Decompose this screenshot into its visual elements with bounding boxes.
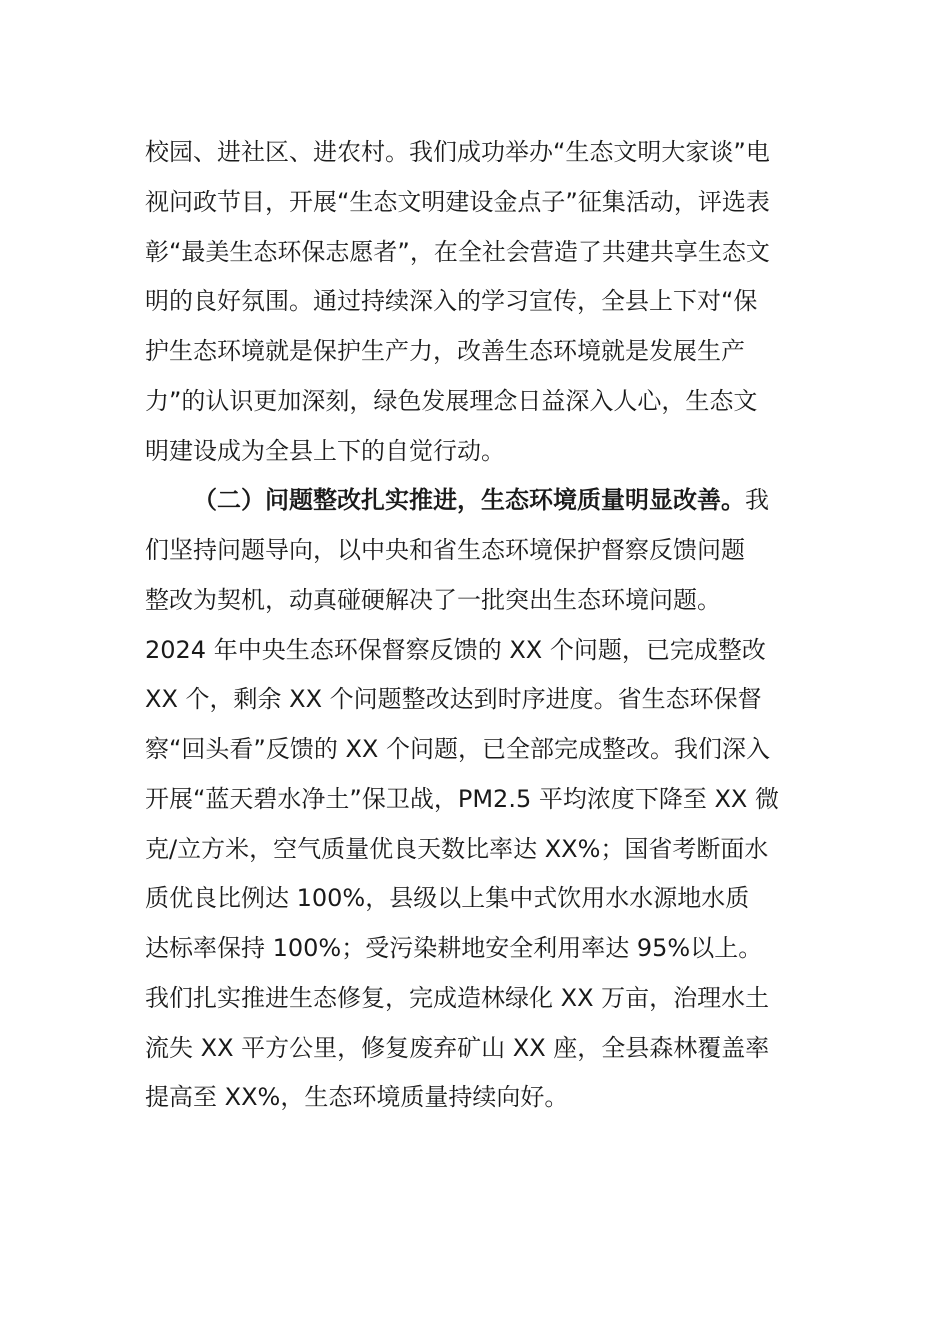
paragraph-2-line: 质优良比例达 100%，县级以上集中式饮用水水源地水质 xyxy=(145,884,750,913)
paragraph-1 xyxy=(145,128,805,476)
paragraph-2-line: 察“回头看”反馈的 XX 个问题，已全部完成整改。我们深入 xyxy=(145,735,771,763)
paragraph-2-line: 流失 XX 平方公里，修复废弃矿山 XX 座，全县森林覆盖率 xyxy=(145,1033,770,1062)
paragraph-2-first-line xyxy=(145,476,805,526)
paragraph-2-first-line-rest: 我 xyxy=(745,486,769,515)
section-heading: （二）问题整改扎实推进，生态环境质量明显改善。 xyxy=(193,486,745,515)
paragraph-1-line: 力”的认识更加深刻，绿色发展理念日益深入人心，生态文 xyxy=(145,386,758,415)
paragraph-1-line: 校园、进社区、进农村。我们成功举办“生态文明大家谈”电 xyxy=(145,138,770,166)
paragraph-2-line: 达标率保持 100%；受污染耕地安全利用率达 95%以上。 xyxy=(145,934,763,962)
paragraph-1-line: 视问政节目，开展“生态文明建设金点子”征集活动，评选表 xyxy=(145,187,770,216)
paragraph-2-line: 整改为契机，动真碰硬解决了一批突出生态环境问题。 xyxy=(145,585,721,614)
paragraph-1-line: 彰“最美生态环保志愿者”，在全社会营造了共建共享生态文 xyxy=(145,237,770,266)
paragraph-2-line: 克/立方米，空气质量优良天数比率达 XX%；国省考断面水 xyxy=(145,834,769,863)
paragraph-2-line: 我们扎实推进生态修复，完成造林绿化 XX 万亩，治理水土 xyxy=(145,983,770,1012)
document-body xyxy=(145,128,805,1123)
paragraph-2-line: 们坚持问题导向，以中央和省生态环境保护督察反馈问题 xyxy=(145,536,745,564)
paragraph-2-line: 2024 年中央生态环保督察反馈的 XX 个问题，已完成整改 xyxy=(145,635,766,664)
paragraph-2-line: 开展“蓝天碧水净土”保卫战，PM2.5 平均浓度下降至 XX 微 xyxy=(145,784,779,813)
paragraph-2 xyxy=(145,476,805,1123)
paragraph-2-line: 提高至 XX%，生态环境质量持续向好。 xyxy=(145,1083,569,1112)
paragraph-1-line: 护生态环境就是保护生产力，改善生态环境就是发展生产 xyxy=(145,337,745,365)
paragraph-2-line: XX 个，剩余 XX 个问题整改达到时序进度。省生态环保督 xyxy=(145,685,762,714)
paragraph-1-line: 明的良好氛围。通过持续深入的学习宣传，全县上下对“保 xyxy=(145,287,758,316)
paragraph-1-line: 明建设成为全县上下的自觉行动。 xyxy=(145,436,505,465)
